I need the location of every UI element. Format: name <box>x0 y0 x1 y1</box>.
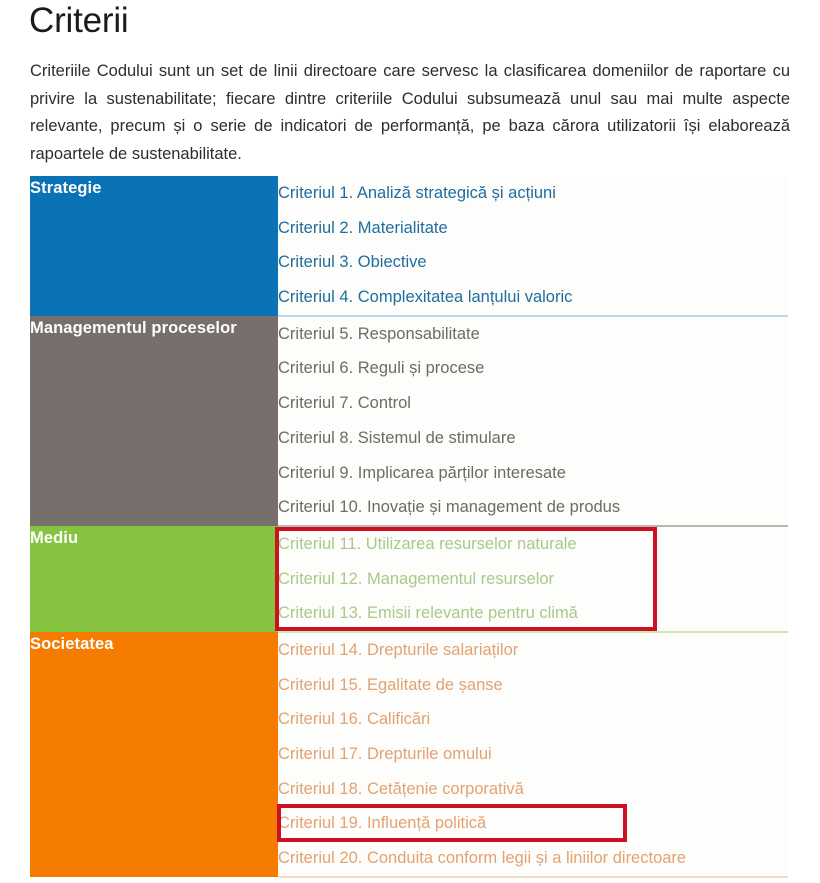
criteria-link-2[interactable]: Criteriul 2. Materialitate <box>278 218 448 237</box>
criteria-list-managementul-proceselor <box>278 316 788 526</box>
criteria-link-18[interactable]: Criteriul 18. Cetățenie corporativă <box>278 779 524 798</box>
list-item <box>278 596 788 631</box>
criteria-table <box>30 176 788 878</box>
list-item <box>278 211 788 246</box>
criteria-link-14[interactable]: Criteriul 14. Drepturile salariaților <box>278 640 519 659</box>
list-item <box>278 737 788 772</box>
criteria-link-7[interactable]: Criteriul 7. Control <box>278 394 411 413</box>
category-label-societatea: Societatea <box>30 632 278 877</box>
list-item <box>278 702 788 737</box>
table-row-mediu <box>30 526 788 632</box>
list-item <box>278 668 788 703</box>
category-label-strategie: Strategie <box>30 176 278 316</box>
list-item <box>278 806 788 841</box>
intro-paragraph: Criteriile Codului sunt un set de linii directoare care servesc la clasificarea domeniilor de raportare cu privire la sustenabilitate; fiecare dintre criteriile Codului subsumează unul sau mai multe aspecte relevante, precum și o serie de indicatori de performanță, pe baza cărora utilizatorii își elaborează rapoartele de sustenabilitate. <box>30 62 790 163</box>
criteria-link-1[interactable]: Criteriul 1. Analiză strategică și acțiuni <box>278 184 556 202</box>
list-item <box>278 841 788 876</box>
criteria-link-9[interactable]: Criteriul 9. Implicarea părților interesate <box>278 463 566 482</box>
list-item <box>278 245 788 280</box>
table-row-managementul-proceselor <box>30 316 788 526</box>
list-item <box>278 421 788 456</box>
list-item <box>278 351 788 386</box>
list-item <box>278 176 788 211</box>
criteria-link-3[interactable]: Criteriul 3. Obiective <box>278 253 427 272</box>
category-label-managementul-proceselor: Managementul proceselor <box>30 316 278 526</box>
list-item <box>278 490 788 525</box>
criteria-link-20[interactable]: Criteriul 20. Conduita conform legii și a liniilor directoare <box>278 849 687 868</box>
list-item <box>278 456 788 491</box>
criteria-link-17[interactable]: Criteriul 17. Drepturile omului <box>278 745 492 763</box>
criteria-link-12[interactable]: Criteriul 12. Managementul resurselor <box>278 569 555 588</box>
criteria-link-11[interactable]: Criteriul 11. Utilizarea resurselor naturale <box>278 534 577 553</box>
list-item <box>278 280 788 315</box>
list-item <box>278 772 788 807</box>
criteria-link-5[interactable]: Criteriul 5. Responsabilitate <box>278 324 480 343</box>
page-title: Criterii <box>29 1 129 40</box>
category-label-mediu: Mediu <box>30 526 278 632</box>
criteria-link-13[interactable]: Criteriul 13. Emisii relevante pentru climă <box>278 604 578 623</box>
criteria-link-4[interactable]: Criteriul 4. Complexitatea lanțului valoric <box>278 288 573 307</box>
criteria-list-strategie <box>278 176 788 316</box>
table-row-strategie <box>30 176 788 316</box>
criteria-list-mediu <box>278 526 788 632</box>
list-item <box>278 527 788 562</box>
criteria-link-19[interactable]: Criteriul 19. Influență politică <box>278 814 487 833</box>
list-item <box>278 633 788 668</box>
criteria-link-10[interactable]: Criteriul 10. Inovație și management de produs <box>278 498 621 517</box>
list-item <box>278 386 788 421</box>
table-row-societatea <box>30 632 788 877</box>
criteria-link-15[interactable]: Criteriul 15. Egalitate de șanse <box>278 675 503 694</box>
list-item <box>278 562 788 597</box>
criteria-link-8[interactable]: Criteriul 8. Sistemul de stimulare <box>278 428 516 447</box>
criteria-link-6[interactable]: Criteriul 6. Reguli și procese <box>278 359 485 378</box>
criteria-link-16[interactable]: Criteriul 16. Calificări <box>278 710 431 729</box>
list-item <box>278 317 788 352</box>
criteria-list-societatea <box>278 632 788 877</box>
